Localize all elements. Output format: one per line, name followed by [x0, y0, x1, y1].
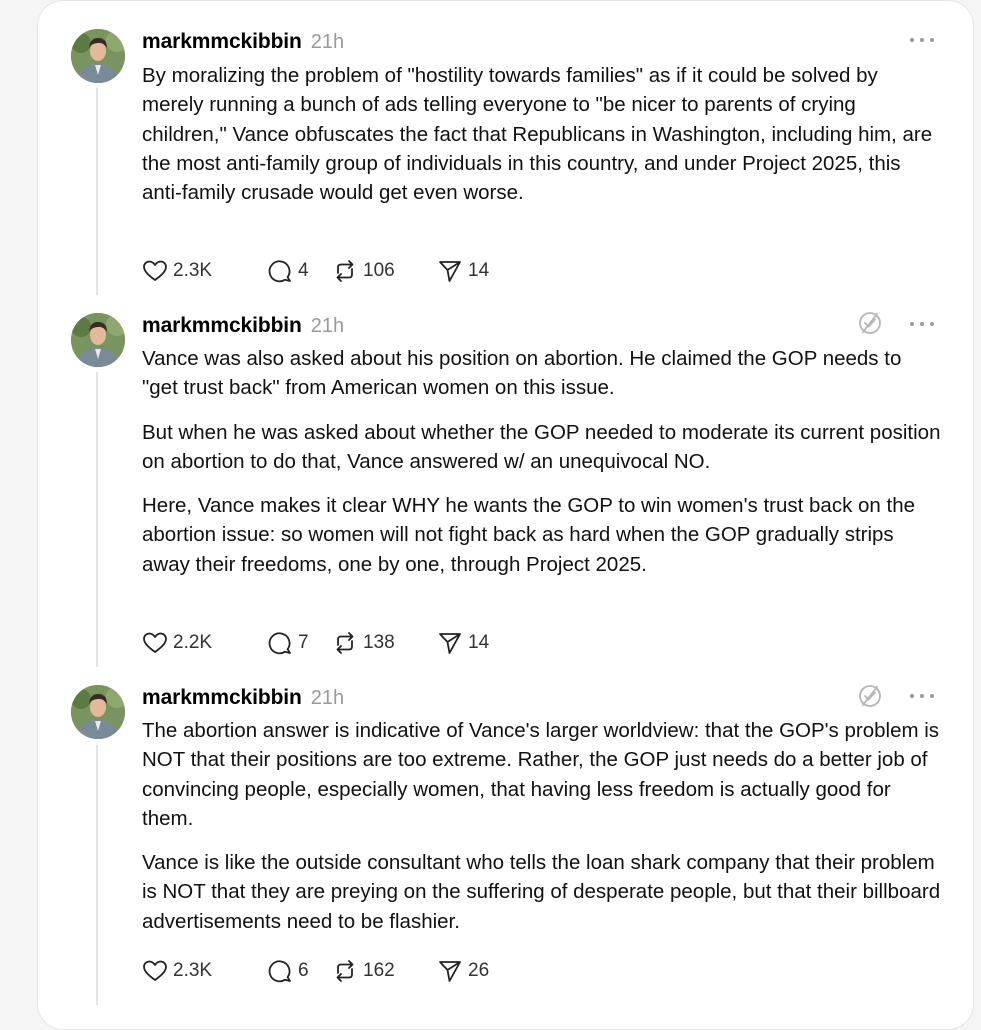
- heart-icon: [142, 958, 168, 984]
- reply-count: 6: [298, 960, 309, 981]
- send-icon: [437, 630, 463, 656]
- like-button[interactable]: [142, 258, 267, 284]
- avatar[interactable]: [71, 685, 125, 739]
- share-count: 14: [468, 260, 490, 281]
- repost-icon: [332, 630, 358, 656]
- comment-icon: [267, 258, 293, 284]
- post-paragraph: By moralizing the problem of "hostility towards families" as if it could be solved by merely running a bunch of ads telling everyone to "be nicer to parents of crying children," Vance obfuscates the fact that Republicans in Washington, including him, are the most anti-family group of individuals in this country, and under Project 2025, this anti-family crusade would get even worse.: [142, 64, 933, 205]
- post-paragraph: The abortion answer is indicative of Vance's larger worldview: that the GOP's problem is NOT that their positions are too extreme. Rather, the GOP just needs do a better job of convincing people, especially women, that having less freedom is actually good for them.: [142, 719, 940, 830]
- share-button[interactable]: [437, 630, 517, 656]
- repost-button[interactable]: [332, 958, 437, 984]
- thread-line: [96, 372, 98, 667]
- heart-icon: [142, 258, 168, 284]
- repost-count: 162: [363, 960, 395, 981]
- send-icon: [437, 258, 463, 284]
- timestamp[interactable]: 21h: [310, 315, 345, 337]
- reply-button[interactable]: [267, 258, 332, 284]
- post-paragraph: But when he was asked about whether the GOP needed to moderate its current position on abortion to do that, Vance answered w/ an unequivocal NO.: [142, 420, 941, 473]
- repost-icon: [332, 258, 358, 284]
- share-count: 26: [468, 960, 490, 981]
- more-options-button[interactable]: [910, 691, 934, 701]
- avatar[interactable]: [71, 29, 125, 83]
- mute-button[interactable]: [857, 683, 883, 709]
- reply-count: 4: [298, 260, 309, 281]
- thread-line: [96, 745, 98, 1005]
- mute-icon: [857, 683, 883, 709]
- username[interactable]: markmmckibbin: [142, 314, 302, 337]
- post-body: [142, 61, 942, 222]
- comment-icon: [267, 630, 293, 656]
- like-button[interactable]: [142, 958, 267, 984]
- heart-icon: [142, 630, 168, 656]
- like-button[interactable]: [142, 630, 267, 656]
- post-actions: [142, 957, 517, 985]
- comment-icon: [267, 958, 293, 984]
- send-icon: [437, 958, 463, 984]
- more-icon: [910, 322, 914, 326]
- username[interactable]: markmmckibbin: [142, 30, 302, 53]
- repost-icon: [332, 958, 358, 984]
- username[interactable]: markmmckibbin: [142, 686, 302, 709]
- more-options-button[interactable]: [910, 35, 934, 45]
- share-button[interactable]: [437, 958, 517, 984]
- reply-button[interactable]: [267, 958, 332, 984]
- share-button[interactable]: [437, 258, 517, 284]
- post-body: [142, 344, 942, 594]
- reply-count: 7: [298, 632, 309, 653]
- repost-button[interactable]: [332, 630, 437, 656]
- like-count: 2.3K: [173, 960, 213, 981]
- timestamp[interactable]: 21h: [310, 687, 345, 709]
- timestamp[interactable]: 21h: [310, 31, 345, 53]
- more-options-button[interactable]: [910, 319, 934, 329]
- like-count: 2.3K: [173, 260, 213, 281]
- share-count: 14: [468, 632, 490, 653]
- post-paragraph: Here, Vance makes it clear WHY he wants the GOP to win women's trust back on the abortion issue: so women will not fight back as hard when the GOP gradually strips away their freedoms, one by one, through Project 2025.: [142, 494, 916, 576]
- post-paragraph: Vance was also asked about his position on abortion. He claimed the GOP needs to "get trust back" from American women on this issue.: [142, 347, 902, 400]
- mute-icon: [857, 310, 883, 336]
- repost-count: 138: [363, 632, 395, 653]
- more-icon: [910, 38, 914, 42]
- post-actions: [142, 257, 517, 285]
- mute-button[interactable]: [857, 310, 883, 336]
- post-actions: [142, 629, 517, 657]
- more-icon: [910, 694, 914, 698]
- thread-line: [96, 88, 98, 295]
- like-count: 2.2K: [173, 632, 213, 653]
- avatar[interactable]: [71, 313, 125, 367]
- repost-count: 106: [363, 260, 395, 281]
- reply-button[interactable]: [267, 630, 332, 656]
- post-body: [142, 716, 942, 951]
- post-paragraph: Vance is like the outside consultant who tells the loan shark company that their problem is NOT that they are preying on the suffering of desperate people, but that their billboard advertisements need to be flashier.: [142, 851, 941, 933]
- repost-button[interactable]: [332, 258, 437, 284]
